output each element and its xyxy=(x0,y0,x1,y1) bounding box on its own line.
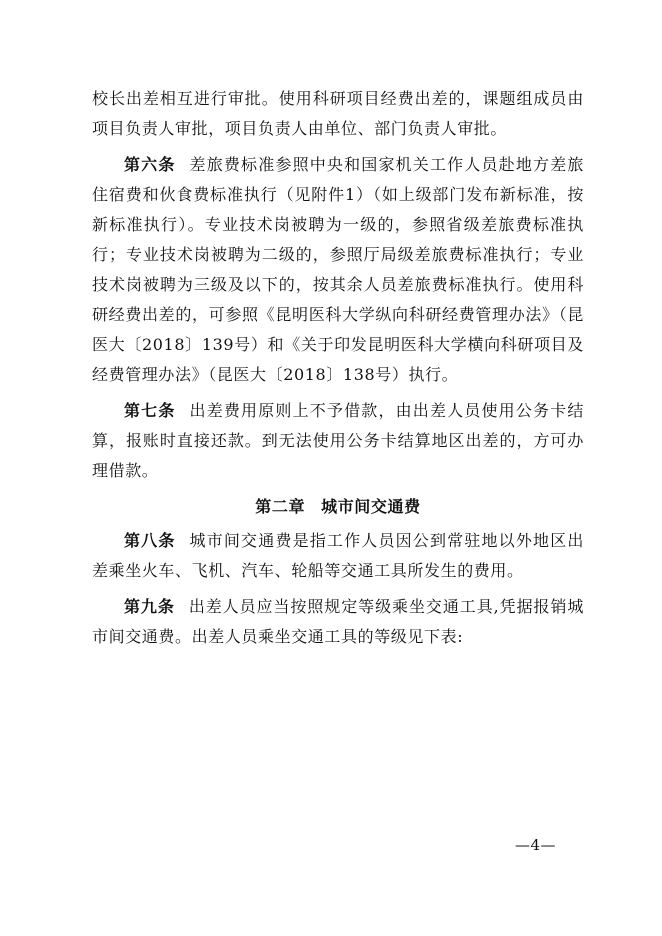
article-8-text: 城市间交通费是指工作人员因公到常驻地以外地区出差乘坐火车、飞机、汽车、轮船等交通工具所发生的费用。 xyxy=(92,531,584,580)
chapter-2-heading xyxy=(92,492,584,522)
article-7-heading: 第七条 xyxy=(124,401,176,420)
chapter-2-title: 城市间交通费 xyxy=(321,497,421,516)
article-9-heading: 第九条 xyxy=(124,597,175,616)
article-6-text: 差旅费标准参照中央和国家机关工作人员赴地方差旅住宿费和伙食费标准执行（见附件1）（如上级部门发布新标准，按新标准执行）。专业技术岗被聘为一级的，参照省级差旅费标准执行；专业技术岗被聘为二级的，参照厅局级差旅费标准执行；专业技术岗被聘为三级及以下的，按其余人员差旅费标准执行。使用科研经费出差的，可参照《昆明医科大学纵向科研经费管理办法》（昆医大〔2018〕139号）和《关于印发昆明医科大学横向科研项目及经费管理办法》（昆医大〔2018〕138号）执行。 xyxy=(92,155,584,384)
page-number: —4— xyxy=(514,836,556,854)
article-8-heading: 第八条 xyxy=(124,531,176,550)
paragraph-approval: 校长出差相互进行审批。使用科研项目经费出差的，课题组成员由项目负责人审批，项目负责人由单位、部门负责人审批。 xyxy=(92,89,584,138)
article-8 xyxy=(92,526,584,586)
article-7-text: 出差费用原则上不予借款，由出差人员使用公务卡结算，报账时直接还款。到无法使用公务卡结算地区出差的，方可办理借款。 xyxy=(92,401,584,480)
page-body xyxy=(92,84,584,652)
article-7 xyxy=(92,396,584,486)
chapter-2-number: 第二章 xyxy=(255,497,306,516)
article-9 xyxy=(92,592,584,652)
article-9-text: 出差人员应当按照规定等级乘坐交通工具,凭据报销城市间交通费。出差人员乘坐交通工具的等级见下表: xyxy=(92,597,584,646)
article-6 xyxy=(92,150,584,390)
article-6-heading: 第六条 xyxy=(124,155,176,174)
